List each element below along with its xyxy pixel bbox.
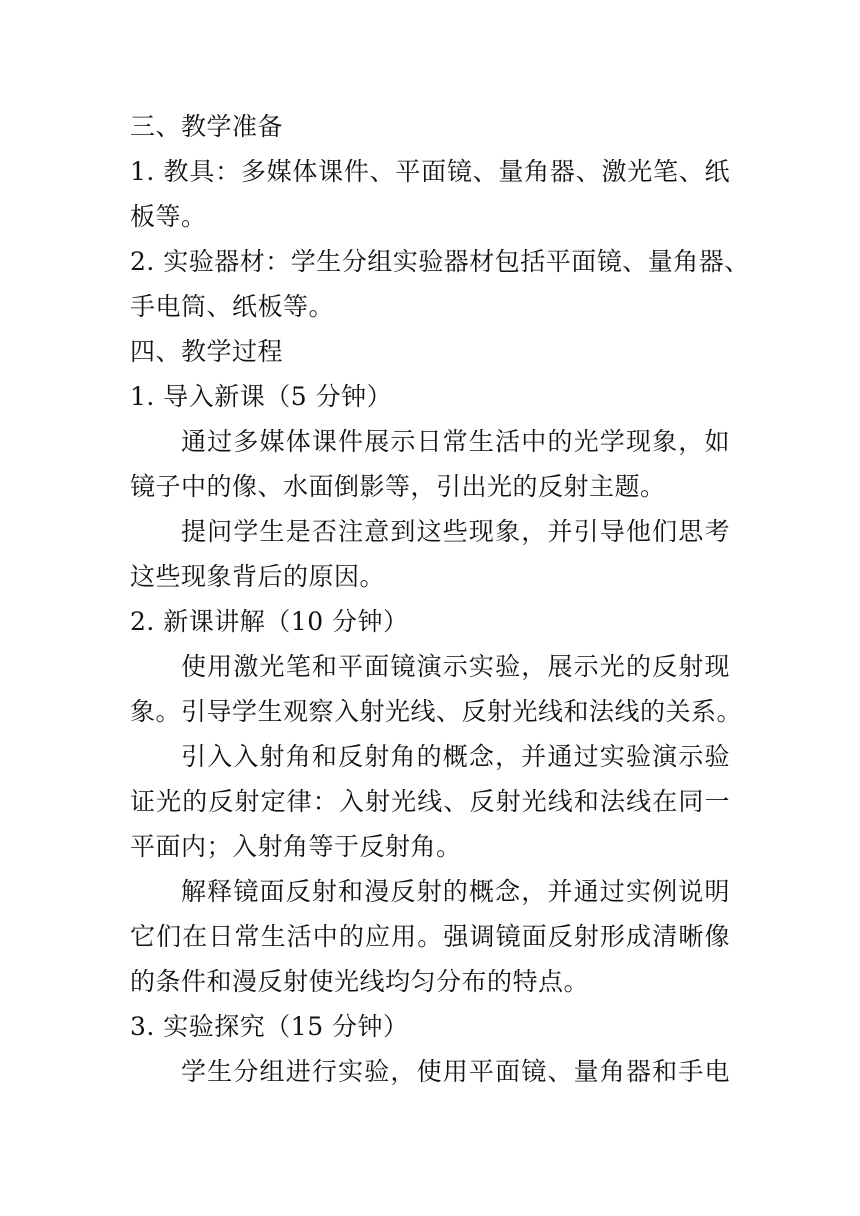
section-heading-teaching-preparation: 三、教学准备 bbox=[130, 112, 284, 141]
subheading-intro: 1. 导入新课（5 分钟） bbox=[130, 382, 393, 411]
section-heading-teaching-process: 四、教学过程 bbox=[130, 337, 284, 366]
subheading-experiment: 3. 实验探究（15 分钟） bbox=[130, 1012, 409, 1041]
paragraph-line: 它们在日常生活中的应用。强调镜面反射形成清晰像 bbox=[130, 922, 730, 951]
paragraph-line: 证光的反射定律：入射光线、反射光线和法线在同一 bbox=[130, 787, 730, 816]
document-page bbox=[130, 104, 750, 1094]
paragraph-line: 解释镜面反射和漫反射的概念，并通过实例说明 bbox=[181, 877, 730, 906]
paragraph-line: 镜子中的像、水面倒影等，引出光的反射主题。 bbox=[130, 472, 666, 501]
paragraph-line: 板等。 bbox=[130, 202, 207, 231]
paragraph-line: 引入入射角和反射角的概念，并通过实验演示验 bbox=[181, 742, 730, 771]
paragraph-line: 1. 教具：多媒体课件、平面镜、量角器、激光笔、纸 bbox=[130, 157, 730, 186]
paragraph-line: 学生分组进行实验，使用平面镜、量角器和手电 bbox=[181, 1057, 730, 1086]
paragraph-line: 手电筒、纸板等。 bbox=[130, 292, 335, 321]
paragraph-line: 这些现象背后的原因。 bbox=[130, 562, 386, 591]
paragraph-line: 使用激光笔和平面镜演示实验，展示光的反射现 bbox=[181, 652, 730, 681]
paragraph-line: 2. 实验器材：学生分组实验器材包括平面镜、量角器、 bbox=[130, 247, 750, 276]
paragraph-line: 提问学生是否注意到这些现象，并引导他们思考 bbox=[181, 517, 730, 546]
paragraph-line: 象。引导学生观察入射光线、反射光线和法线的关系。 bbox=[130, 697, 743, 726]
paragraph-line: 的条件和漫反射使光线均匀分布的特点。 bbox=[130, 967, 590, 996]
subheading-new-lesson: 2. 新课讲解（10 分钟） bbox=[130, 607, 409, 636]
paragraph-line: 平面内；入射角等于反射角。 bbox=[130, 832, 462, 861]
paragraph-line: 通过多媒体课件展示日常生活中的光学现象，如 bbox=[181, 427, 730, 456]
